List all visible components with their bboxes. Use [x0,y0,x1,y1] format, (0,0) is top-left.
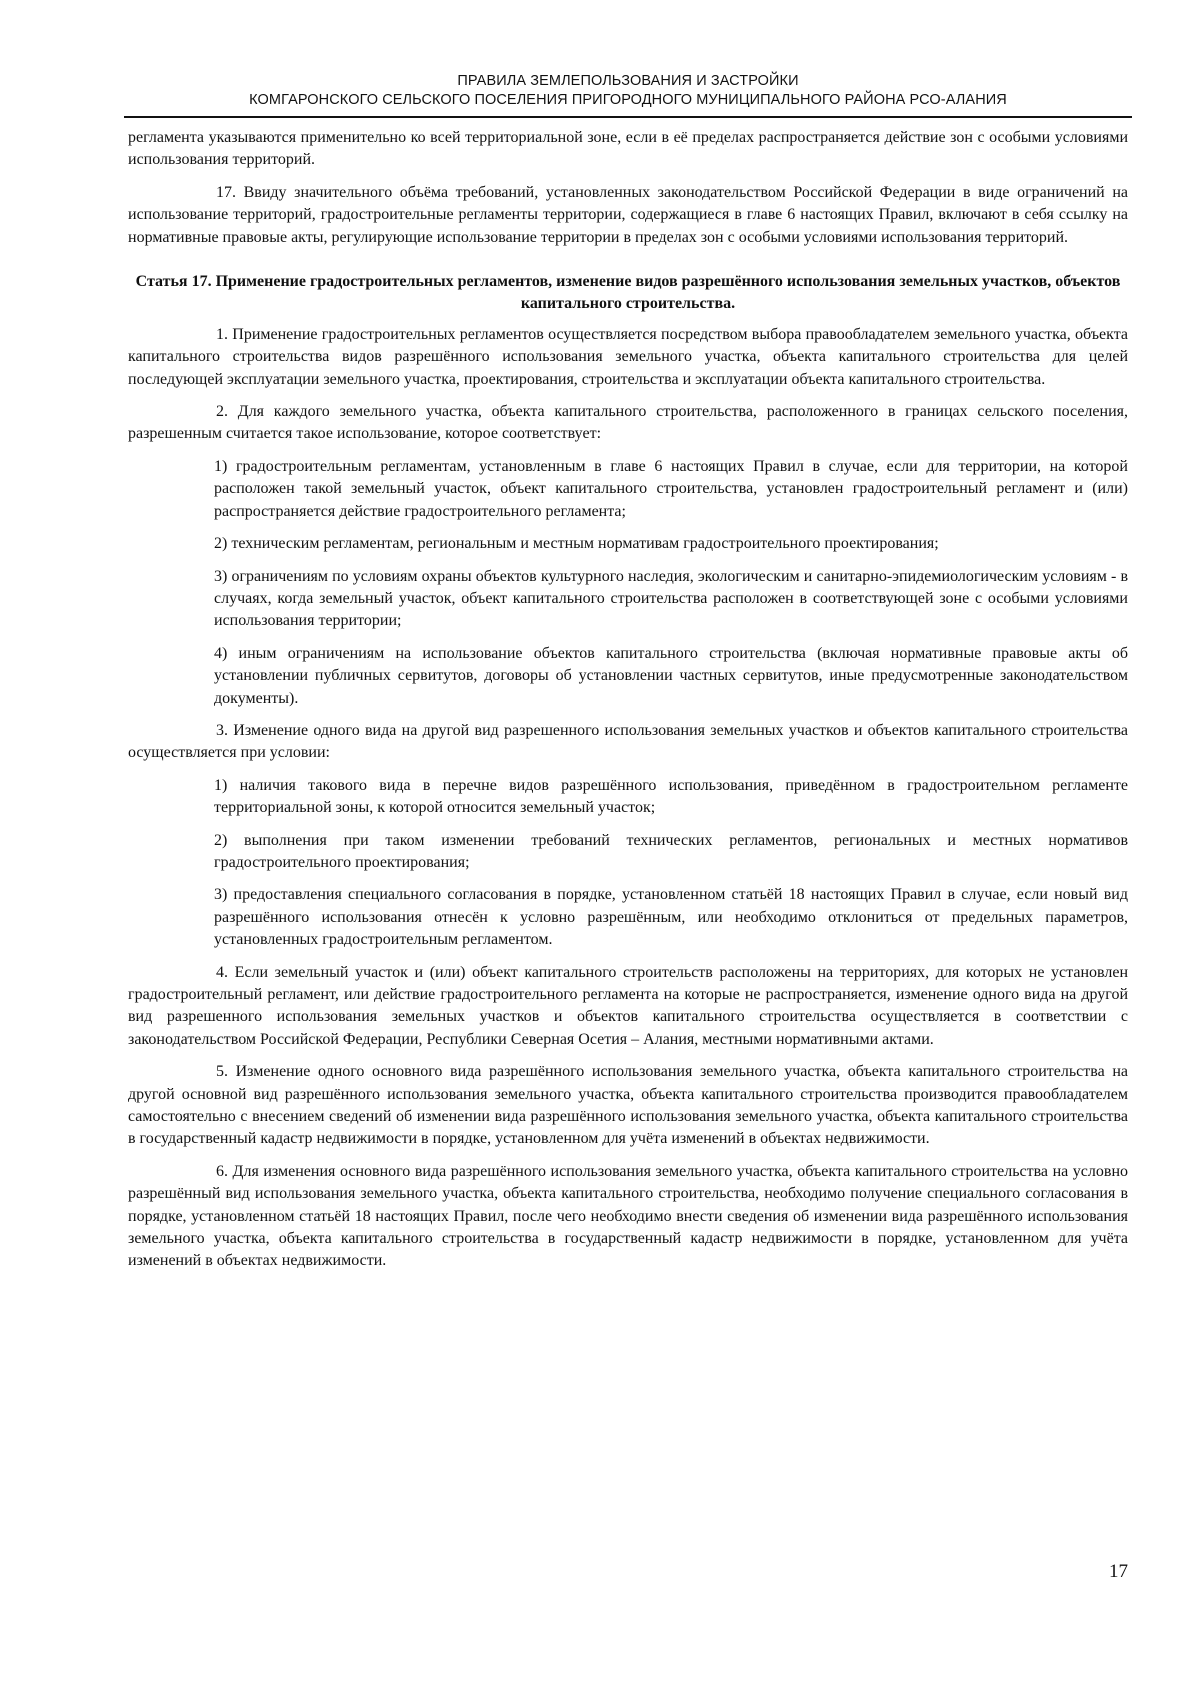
paragraph-4: 4. Если земельный участок и (или) объект капитального строительств расположены на территориях, для которых не установлен градостроительный регламент, или действие градостроительного регламента на которые не распространяется, изменение одного вида на другой вид разрешенного использования земельных участков и объектов капитального строительства осуществляется в соответствии с законодательством Российской Федерации, Республики Северная Осетия – Алания, местными нормативными актами. [128,963,1128,1048]
continuation-paragraph: регламента указываются применительно ко всей территориальной зоне, если в её пределах распространяется действие зон с особыми условиями использования территорий. [128,129,1128,169]
header-divider [124,116,1132,118]
paragraph-6: 6. Для изменения основного вида разрешённого использования земельного участка, объекта капитального строительства на условно разрешённый вид использования земельного участка, объекта капитального строительства, необходимо получение специального согласования в порядке, установленном статьёй 18 настоящих Правил, после чего необходимо внести сведения об изменении вида разрешённого использования земельного участка, объекта капитального строительства в государственный кадастр недвижимости в порядке, установленном для учёта изменений в объектах недвижимости. [128,1162,1128,1270]
paragraph-1: 1. Применение градостроительных регламентов осуществляется посредством выбора правообладателем земельного участка, объекта капитального строительства видов разрешённого использования земельного участка, объекта капитального строительства для целей последующей эксплуатации земельного участка, проектирования, строительства и эксплуатации объекта капитального строительства. [128,325,1128,388]
list-item: 3) ограничениям по условиям охраны объектов культурного наследия, экологическим и санитарно-эпидемиологическим условиям - в случаях, когда земельный участок, объект капитального строительства расположен в соответствующей зоне с особыми условиями использования территории; [214,567,1128,630]
list-item: 1) наличия такового вида в перечне видов разрешённого использования, приведённом в градостроительном регламенте территориальной зоны, к которой относится земельный участок; [214,776,1128,817]
paragraph-5: 5. Изменение одного основного вида разрешённого использования земельного участка, объекта капитального строительства на другой основной вид разрешённого использования земельного участка, объекта капитального строительства производится правообладателем самостоятельно с внесением сведений об изменении вида разрешённого использования земельного участка, объекта капитального строительства в государственный кадастр недвижимости в порядке, установленном для учёта изменений в объектах недвижимости. [128,1063,1128,1148]
article-17-heading: Статья 17. Применение градостроительных регламентов, изменение видов разрешённого использования земельных участков, объектов капитального строительства. [135,273,1121,313]
list-item: 1) градостроительным регламентам, установленным в главе 6 настоящих Правил в случае, если для территории, на которой расположен такой земельный участок, объект капитального строительства, установлен градостроительный регламент и (или) распространяется действие градостроительного регламента; [214,457,1128,520]
header-subtitle-line: КОМГАРОНСКОГО СЕЛЬСКОГО ПОСЕЛЕНИЯ ПРИГОРОДНОГО МУНИЦИПАЛЬНОГО РАЙОНА РСО-АЛАНИЯ [249,92,1007,108]
list-item: 3) предоставления специального согласования в порядке, установленном статьёй 18 настоящих Правил в случае, если новый вид разрешённого использования отнесён к условно разрешённым, или необходимо отклониться от предельных параметров, установленных градостроительным регламентом. [214,886,1128,949]
paragraph-17: 17. Ввиду значительного объёма требований, установленных законодательством Российской Федерации в виде ограничений на использование территорий, градостроительные регламенты территории, содержащиеся в главе 6 настоящих Правил, включают в себя ссылку на нормативные правовые акты, регулирующие использование территории в пределах зон с особыми условиями использования территорий. [128,183,1128,246]
list-item: 4) иным ограничениям на использование объектов капитального строительства (включая нормативные правовые акты об установлении публичных сервитутов, договоры об установлении частных сервитутов, иные предусмотренные законодательством документы). [214,644,1128,707]
paragraph-3: 3. Изменение одного вида на другой вид разрешенного использования земельных участков и объектов капитального строительства осуществляется при условии: [128,721,1128,762]
running-header [128,72,1128,110]
page-number: 17 [1109,1561,1128,1582]
list-item: 2) выполнения при таком изменении требований технических регламентов, региональных и местных нормативов градостроительного проектирования; [214,831,1128,871]
paragraph-2: 2. Для каждого земельного участка, объекта капитального строительства, расположенного в границах сельского поселения, разрешенным считается такое использование, которое соответствует: [128,403,1128,443]
list-item: 2) техническим регламентам, региональным и местным нормативам градостроительного проектирования; [214,535,939,553]
document-body [128,127,1128,1273]
header-title-line: ПРАВИЛА ЗЕМЛЕПОЛЬЗОВАНИЯ И ЗАСТРОЙКИ [457,73,799,89]
